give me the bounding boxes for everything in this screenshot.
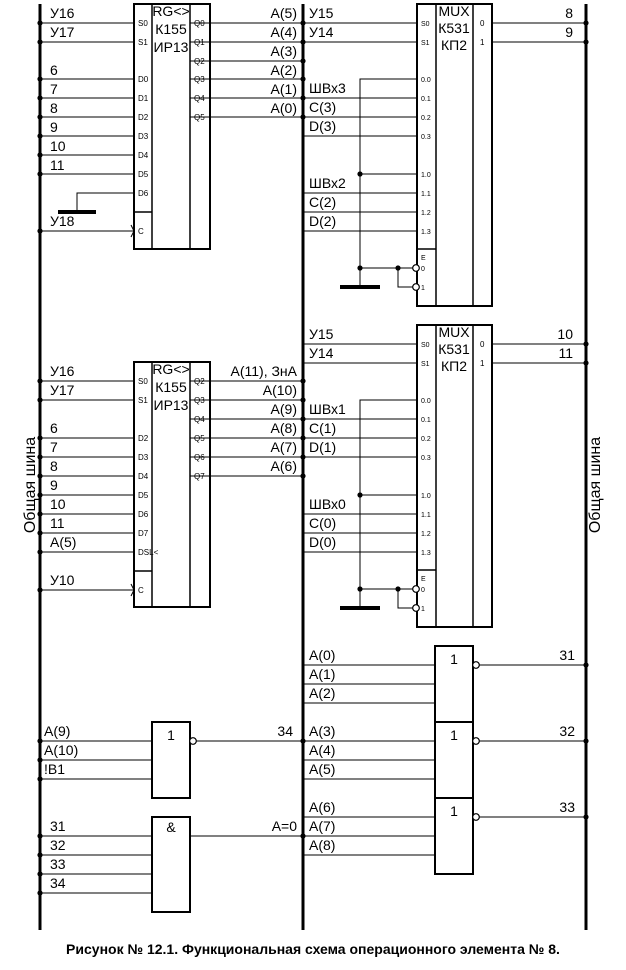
or31-output-label: 31 xyxy=(559,647,575,663)
mux2-pin: 1.2 xyxy=(421,531,431,538)
reg1-output-label: A(0) xyxy=(270,100,297,116)
mux2-input-label: У14 xyxy=(309,345,334,361)
reg2-pin-s0: S0 xyxy=(138,377,148,386)
middle-bus-junction xyxy=(300,833,305,838)
mux1-junction xyxy=(395,265,400,270)
left-bus-junction xyxy=(37,757,42,762)
mux2-enable-1-inversion xyxy=(413,605,420,612)
middle-bus-junction xyxy=(300,397,305,402)
or32-symbol: 1 xyxy=(450,727,458,743)
reg1-input-label: 10 xyxy=(50,138,66,154)
or32-input-label: A(4) xyxy=(309,742,336,758)
reg2-pin-q4: Q4 xyxy=(194,415,205,424)
reg1-pin-d0: D0 xyxy=(138,75,149,84)
reg1-pin-d6: D6 xyxy=(138,189,149,198)
reg2-input-label: A(5) xyxy=(50,534,77,550)
middle-bus-junction xyxy=(300,738,305,743)
reg1-pin-q0: Q0 xyxy=(194,19,205,28)
mux2-input-label: C(0) xyxy=(309,515,337,531)
right-bus-junction xyxy=(583,341,588,346)
common-bus-right-label: Общая шина xyxy=(587,436,604,534)
mux1-output-label: 9 xyxy=(565,24,573,40)
mux2-junction xyxy=(357,492,362,497)
or32-output-label: 32 xyxy=(559,723,575,739)
reg2-title: RG<> xyxy=(152,361,190,377)
mux1-pin: 0.1 xyxy=(421,96,431,103)
or33-input-label: A(7) xyxy=(309,818,336,834)
mux1-out-pin: 1 xyxy=(480,38,485,47)
mux2-input-label: C(1) xyxy=(309,420,337,436)
mux2-out-pin: 0 xyxy=(480,340,485,349)
mux2-pin: 1.0 xyxy=(421,493,431,500)
and-gate-output-label: A=0 xyxy=(271,818,297,834)
left-bus-junction xyxy=(37,378,42,383)
or31-output-inversion xyxy=(473,662,480,669)
mux1-pin: 0 xyxy=(421,266,425,273)
left-bus-junction xyxy=(37,871,42,876)
reg1-title: RG<> xyxy=(152,3,190,19)
or32-input-label: A(3) xyxy=(309,723,336,739)
mux2-title: MUX xyxy=(438,324,470,340)
left-bus-junction xyxy=(37,228,42,233)
or33-input-label: A(8) xyxy=(309,837,336,853)
mux1-pin: 0.0 xyxy=(421,77,431,84)
reg1-pin-q1: Q1 xyxy=(194,38,205,47)
reg1-title: ИР13 xyxy=(153,39,189,55)
reg2-output-label: A(8) xyxy=(270,420,297,436)
mux2-pin: 1.3 xyxy=(421,550,431,557)
middle-bus-junction xyxy=(300,473,305,478)
reg1-input-label: У17 xyxy=(50,24,75,40)
mux2-title: К531 xyxy=(438,341,470,357)
left-bus-junction xyxy=(37,114,42,119)
or32-input-label: A(5) xyxy=(309,761,336,777)
reg1-input-label: У18 xyxy=(50,213,75,229)
reg2-input-label: У16 xyxy=(50,363,75,379)
reg2-input-label: 11 xyxy=(50,515,65,531)
reg1-output-label: A(3) xyxy=(270,43,297,59)
reg2-input-label: У10 xyxy=(50,572,75,588)
reg2-input-label: 9 xyxy=(50,477,58,493)
or32-output-inversion xyxy=(473,738,480,745)
left-bus-junction xyxy=(37,738,42,743)
or34-output-label: 34 xyxy=(277,723,293,739)
middle-bus-junction xyxy=(300,39,305,44)
and-gate-input-label: 33 xyxy=(50,856,66,872)
left-bus-junction xyxy=(37,39,42,44)
middle-bus-junction xyxy=(300,76,305,81)
reg1-output-label: A(5) xyxy=(270,5,297,21)
left-bus-junction xyxy=(37,833,42,838)
reg1-input-label: 8 xyxy=(50,100,58,116)
reg1-pin-d2: D2 xyxy=(138,113,149,122)
middle-bus-junction xyxy=(300,435,305,440)
mux2-pin: 0.3 xyxy=(421,455,431,462)
or31-input-label: A(0) xyxy=(309,647,336,663)
mux2-pin: 1 xyxy=(421,606,425,613)
middle-bus-junction xyxy=(300,20,305,25)
reg2-input-label: 7 xyxy=(50,439,58,455)
mux2-pin: 0.0 xyxy=(421,398,431,405)
reg1-output-label: A(4) xyxy=(270,24,297,40)
reg1-pin-q3: Q3 xyxy=(194,75,205,84)
or34-input-label: !B1 xyxy=(44,761,66,777)
middle-bus-junction xyxy=(300,416,305,421)
mux2-input-label: У15 xyxy=(309,326,334,342)
or34-symbol: 1 xyxy=(167,727,175,743)
left-bus-junction xyxy=(37,776,42,781)
reg1-output-label: A(2) xyxy=(270,62,297,78)
reg2-pin-c: C xyxy=(138,586,144,595)
reg1-title: К155 xyxy=(155,21,187,37)
mux1-pin: 1.3 xyxy=(421,229,431,236)
reg2-output-label: A(6) xyxy=(270,458,297,474)
mux1-input-label: ШВх3 xyxy=(309,80,346,96)
mux1-junction xyxy=(357,265,362,270)
mux1-output-label: 8 xyxy=(565,5,573,21)
reg2-pin-d5: D5 xyxy=(138,491,149,500)
reg2-input-label: 6 xyxy=(50,420,58,436)
mux1-input-label: У15 xyxy=(309,5,334,21)
right-bus-junction xyxy=(583,662,588,667)
reg1-pin-s1: S1 xyxy=(138,38,148,47)
mux1-pin: 1.0 xyxy=(421,172,431,179)
reg2-pin-s1: S1 xyxy=(138,396,148,405)
mux1-enable-0-inversion xyxy=(413,265,420,272)
left-bus-junction xyxy=(37,890,42,895)
right-bus-junction xyxy=(583,814,588,819)
reg2-output-label: A(7) xyxy=(270,439,297,455)
mux2-pin: 0.1 xyxy=(421,417,431,424)
reg2-pin-d4: D4 xyxy=(138,472,149,481)
and-gate-input-label: 34 xyxy=(50,875,66,891)
and-gate-symbol: & xyxy=(166,819,176,835)
mux1-pin: 1.1 xyxy=(421,191,431,198)
reg1-input-label: 7 xyxy=(50,81,58,97)
reg1-output-label: A(1) xyxy=(270,81,297,97)
reg1-pin-d1: D1 xyxy=(138,94,149,103)
left-bus-junction xyxy=(37,852,42,857)
mux2-output-label: 11 xyxy=(558,345,573,361)
mux1-pin: 0.2 xyxy=(421,115,431,122)
mux1-input-label: У14 xyxy=(309,24,334,40)
reg2-pin-d3: D3 xyxy=(138,453,149,462)
reg2-title: К155 xyxy=(155,379,187,395)
reg2-title: ИР13 xyxy=(153,397,189,413)
reg1-pin-d5: D5 xyxy=(138,170,149,179)
reg1-pin-q2: Q2 xyxy=(194,57,205,66)
mux2-input-label: D(0) xyxy=(309,534,337,550)
or34-input-label: A(9) xyxy=(44,723,71,739)
middle-bus-junction xyxy=(300,454,305,459)
reg1-pin-c: C xyxy=(138,227,144,236)
left-bus-junction xyxy=(37,152,42,157)
mux1-out-pin: 0 xyxy=(480,19,485,28)
left-bus-junction xyxy=(37,76,42,81)
reg2-pin-dsl<: DSL< xyxy=(138,548,159,557)
right-bus-junction xyxy=(583,20,588,25)
mux1-input-label: C(3) xyxy=(309,99,337,115)
middle-bus-junction xyxy=(300,114,305,119)
or31-symbol: 1 xyxy=(450,651,458,667)
or31-input-label: A(1) xyxy=(309,666,336,682)
reg1-input-label: 6 xyxy=(50,62,58,78)
reg1-pin-d3: D3 xyxy=(138,132,149,141)
figure-caption: Рисунок № 12.1. Функциональная схема операционного элемента № 8. xyxy=(66,941,560,957)
right-bus-junction xyxy=(583,738,588,743)
reg1-input-label: 9 xyxy=(50,119,58,135)
mux2-junction xyxy=(395,586,400,591)
reg1-pin-q4: Q4 xyxy=(194,94,205,103)
reg2-output-label: A(11), ЗнА xyxy=(230,363,297,379)
mux1-pin: S0 xyxy=(421,21,430,28)
mux2-pin: 0 xyxy=(421,587,425,594)
left-bus-junction xyxy=(37,171,42,176)
left-bus-junction xyxy=(37,549,42,554)
mux2-input-label: ШВх1 xyxy=(309,401,346,417)
mux2-pin: 0.2 xyxy=(421,436,431,443)
mux2-input-label: ШВх0 xyxy=(309,496,346,512)
mux1-input-label: C(2) xyxy=(309,194,337,210)
reg1-pin-q5: Q5 xyxy=(194,113,205,122)
left-bus-junction xyxy=(37,95,42,100)
common-bus-left-label: Общая шина xyxy=(22,436,39,534)
mux1-title: MUX xyxy=(438,3,470,19)
or31-input-label: A(2) xyxy=(309,685,336,701)
left-bus-junction xyxy=(37,20,42,25)
reg2-input-label: У17 xyxy=(50,382,75,398)
or34-output-inversion xyxy=(190,738,197,745)
mux1-title: КП2 xyxy=(440,37,468,53)
or34-input-label: A(10) xyxy=(44,742,79,758)
or33-symbol: 1 xyxy=(450,803,458,819)
middle-bus-junction xyxy=(300,95,305,100)
and-gate-input-label: 32 xyxy=(50,837,66,853)
mux1-pin: 0.3 xyxy=(421,134,431,141)
reg2-input-label: 10 xyxy=(50,496,66,512)
reg2-pin-q7: Q7 xyxy=(194,472,205,481)
reg2-pin-q2: Q2 xyxy=(194,377,205,386)
right-bus-junction xyxy=(583,360,588,365)
mux2-pin: S1 xyxy=(421,361,430,368)
reg2-output-label: A(9) xyxy=(270,401,297,417)
reg2-pin-d7: D7 xyxy=(138,529,149,538)
mux2-pin: E xyxy=(421,576,426,583)
reg2-pin-q5: Q5 xyxy=(194,434,205,443)
middle-bus-junction xyxy=(300,58,305,63)
left-bus-junction xyxy=(37,397,42,402)
middle-bus-junction xyxy=(300,378,305,383)
mux1-input-label: D(3) xyxy=(309,118,337,134)
reg1-input-label: 11 xyxy=(50,157,65,173)
reg2-input-label: 8 xyxy=(50,458,58,474)
or33-input-label: A(6) xyxy=(309,799,336,815)
or33-output-inversion xyxy=(473,814,480,821)
and-gate-input-label: 31 xyxy=(50,818,66,834)
reg2-pin-q6: Q6 xyxy=(194,453,205,462)
mux1-input-label: ШВх2 xyxy=(309,175,346,191)
mux2-out-pin: 1 xyxy=(480,359,485,368)
mux2-junction xyxy=(357,586,362,591)
mux1-junction xyxy=(357,171,362,176)
reg1-input-label: У16 xyxy=(50,5,75,21)
reg1-pin-s0: S0 xyxy=(138,19,148,28)
or33-output-label: 33 xyxy=(559,799,575,815)
reg2-pin-q3: Q3 xyxy=(194,396,205,405)
reg1-pin-d4: D4 xyxy=(138,151,149,160)
reg2-output-label: A(10) xyxy=(262,382,297,398)
reg2-pin-d6: D6 xyxy=(138,510,149,519)
left-bus-junction xyxy=(37,587,42,592)
right-bus-junction xyxy=(583,39,588,44)
mux1-pin: E xyxy=(421,255,426,262)
left-bus-junction xyxy=(37,133,42,138)
mux2-input-label: D(1) xyxy=(309,439,337,455)
reg2-pin-d2: D2 xyxy=(138,434,149,443)
mux2-pin: 1.1 xyxy=(421,512,431,519)
mux2-enable-0-inversion xyxy=(413,586,420,593)
mux2-output-label: 10 xyxy=(557,326,573,342)
mux1-title: К531 xyxy=(438,20,470,36)
mux1-pin: 1 xyxy=(421,285,425,292)
mux1-pin: S1 xyxy=(421,40,430,47)
mux1-input-label: D(2) xyxy=(309,213,337,229)
mux2-title: КП2 xyxy=(440,358,468,374)
mux1-enable-1-inversion xyxy=(413,284,420,291)
mux2-pin: S0 xyxy=(421,342,430,349)
mux1-pin: 1.2 xyxy=(421,210,431,217)
